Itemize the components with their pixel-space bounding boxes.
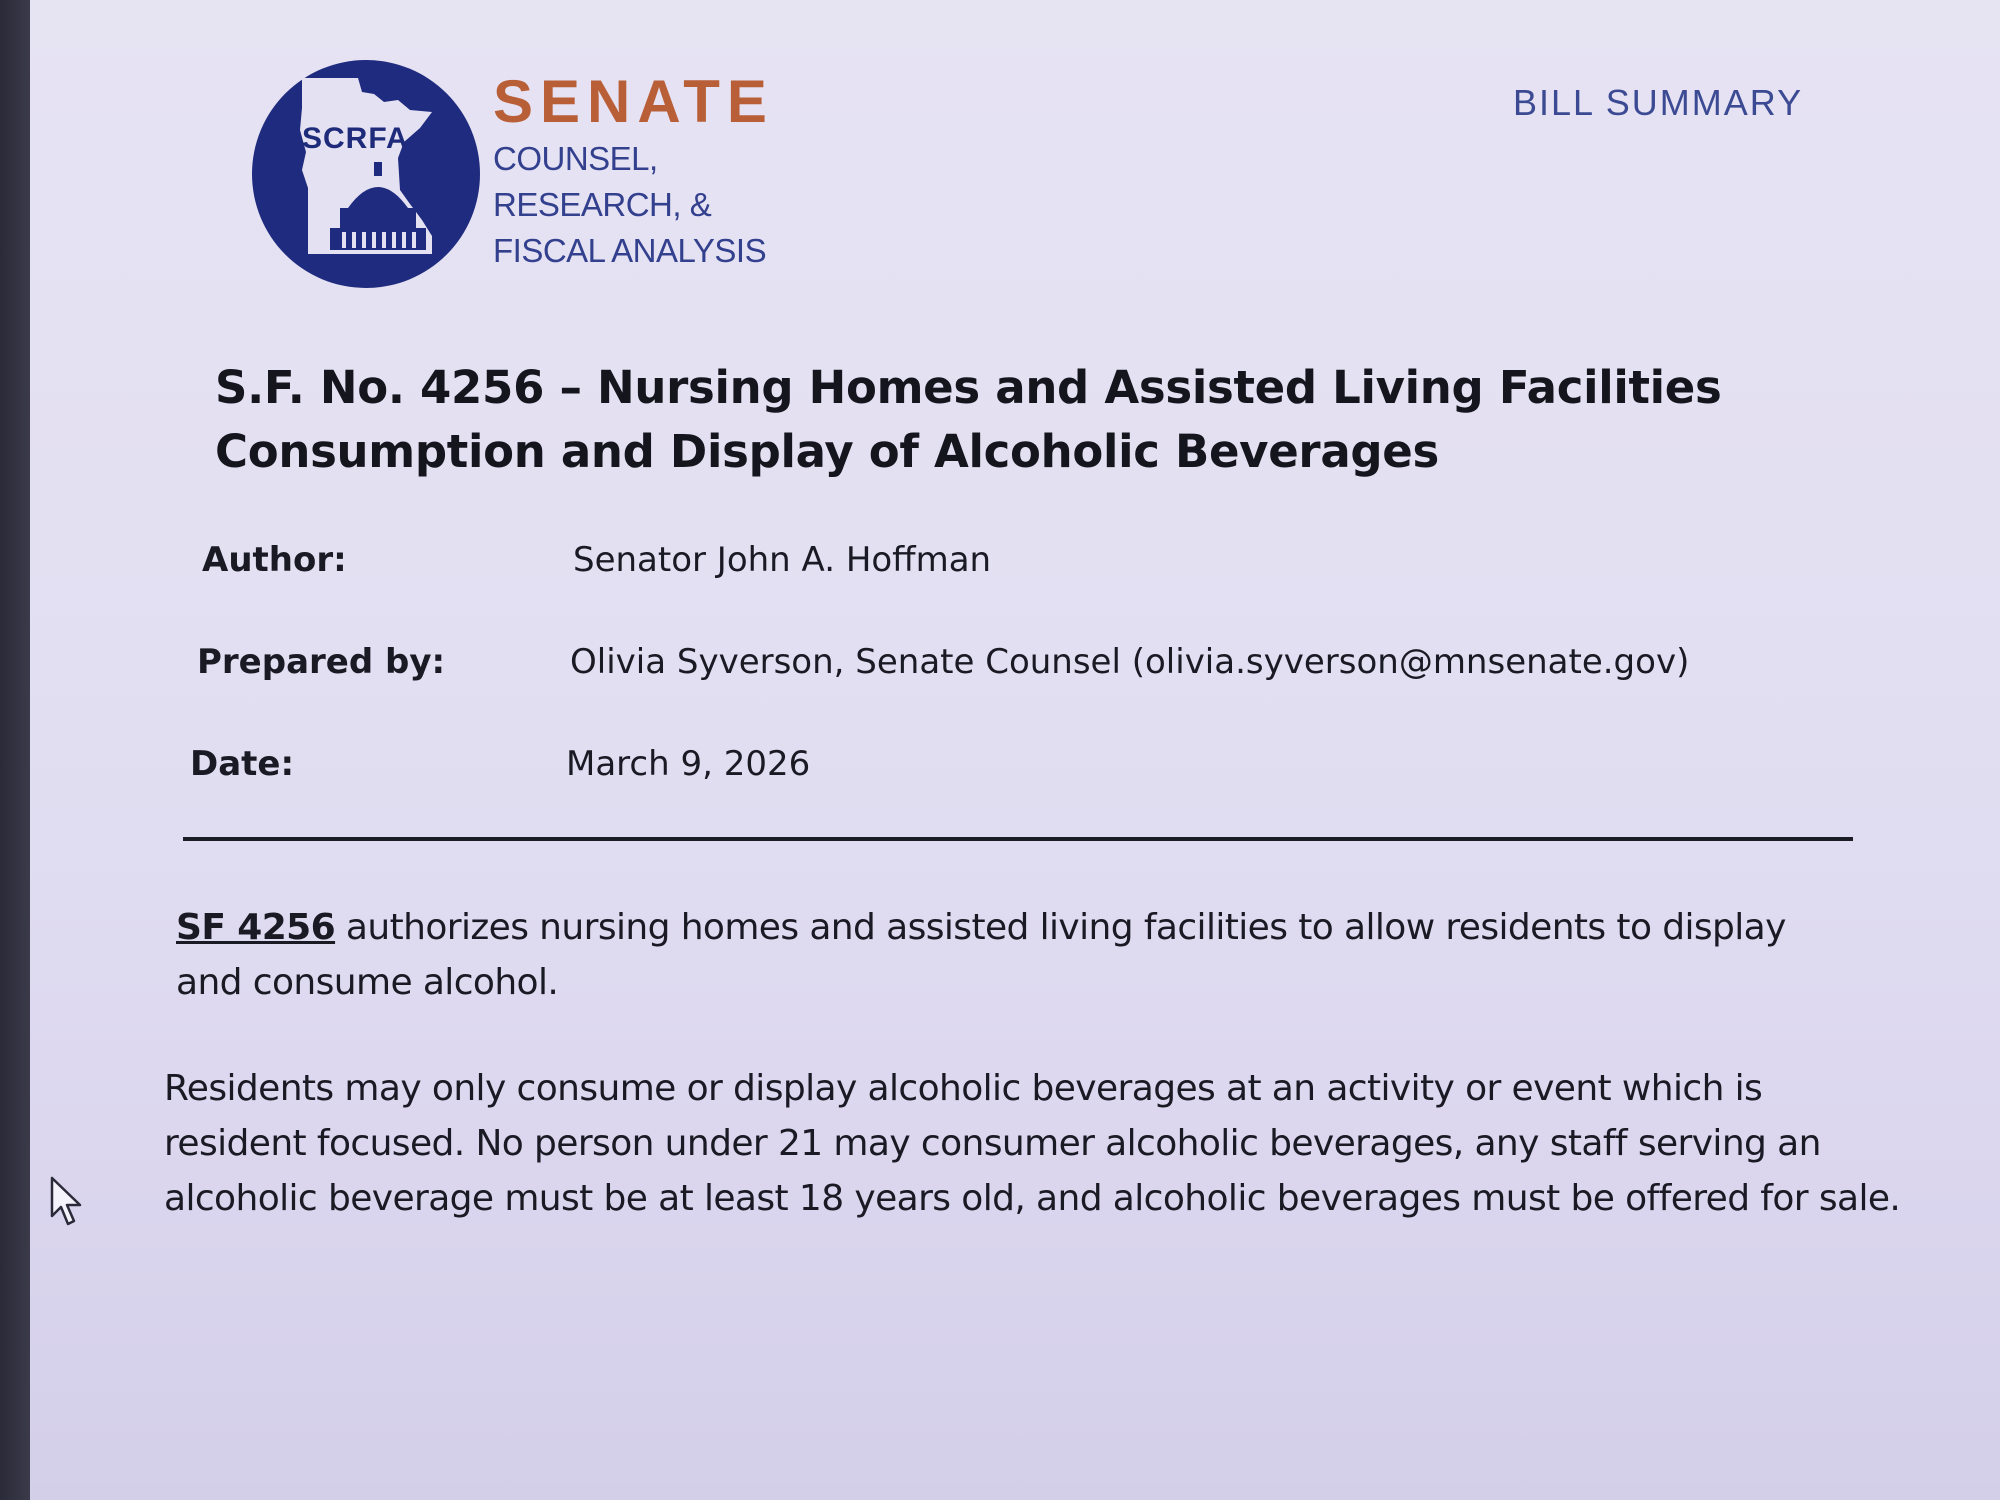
mouse-pointer-icon xyxy=(50,1176,84,1228)
logo-senate-text: SENATE xyxy=(493,68,774,135)
seal-label: SCRFA xyxy=(302,122,409,155)
summary-paragraph-1-text: authorizes nursing homes and assisted living facilities to allow residents to display and consume alcohol. xyxy=(176,907,1786,1003)
logo-line-research: RESEARCH, & xyxy=(493,186,712,223)
bill-summary-page xyxy=(30,0,2000,1500)
bill-link[interactable]: SF 4256 xyxy=(176,907,336,948)
scrfa-logo xyxy=(250,58,1250,298)
author-label: Author: xyxy=(202,540,347,580)
logo-wordmark xyxy=(493,68,774,274)
prepared-by-value: Olivia Syverson, Senate Counsel (olivia.syverson@mnsenate.gov) xyxy=(570,642,1690,682)
header-divider xyxy=(183,837,1853,841)
bill-title-line2: Consumption and Display of Alcoholic Beverages xyxy=(215,425,1440,478)
date-label: Date: xyxy=(190,744,295,784)
logo-line-counsel: COUNSEL, xyxy=(493,140,658,177)
bill-title-line1: S.F. No. 4256 – Nursing Homes and Assisted Living Facilities xyxy=(215,361,1722,414)
date-value: March 9, 2026 xyxy=(566,744,811,784)
author-value: Senator John A. Hoffman xyxy=(573,540,992,580)
summary-paragraph-1 xyxy=(176,900,1856,1010)
monitor-bezel xyxy=(0,0,30,1500)
logo-line-fiscal: FISCAL ANALYSIS xyxy=(493,232,767,269)
summary-paragraph-2: Residents may only consume or display alcoholic beverages at an activity or event which is resident focused. No person under 21 may consumer alcoholic beverages, any staff serving an alcoholic beverage must be at least 18 years old, and alcoholic beverages must be offered for sale. xyxy=(164,1068,1901,1219)
bill-title xyxy=(215,356,1735,484)
document-screen xyxy=(30,0,2000,1500)
seal-icon xyxy=(250,58,482,290)
doc-type-label: BILL SUMMARY xyxy=(1513,82,1804,123)
prepared-by-label: Prepared by: xyxy=(197,642,446,682)
